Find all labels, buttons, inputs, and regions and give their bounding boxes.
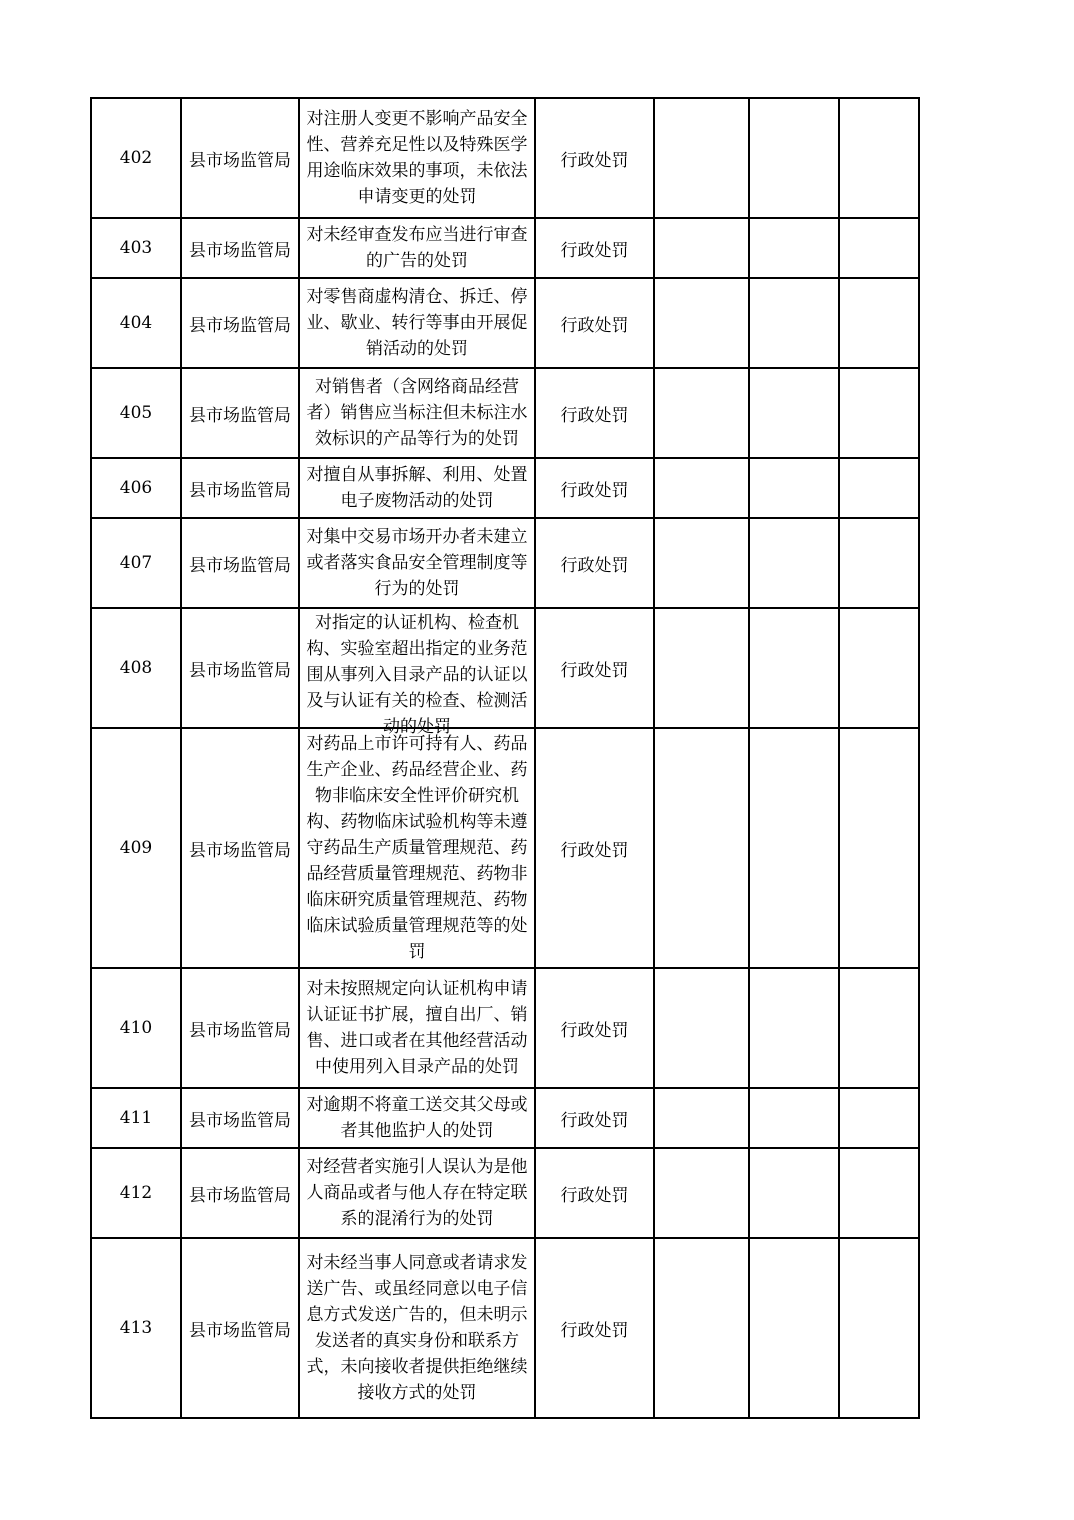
table-row bbox=[91, 458, 919, 518]
empty-cell bbox=[749, 1148, 839, 1238]
item-text: 对未按照规定向认证机构申请认证证书扩展，擅自出厂、销售、进口或者在其他经营活动中使用列入目录产品的处罚 bbox=[306, 979, 528, 1077]
table-row bbox=[91, 368, 919, 458]
department-cell: 县市场监管局 bbox=[181, 1238, 299, 1418]
item-type-cell: 行政处罚 bbox=[535, 218, 654, 278]
table-row bbox=[91, 1088, 919, 1148]
empty-cell bbox=[749, 98, 839, 218]
penalty-table bbox=[90, 97, 920, 1419]
department-cell: 县市场监管局 bbox=[181, 218, 299, 278]
empty-cell bbox=[654, 1148, 749, 1238]
empty-cell bbox=[749, 278, 839, 368]
empty-cell bbox=[839, 98, 919, 218]
row-number-cell: 405 bbox=[91, 368, 181, 458]
row-number-cell: 404 bbox=[91, 278, 181, 368]
item-name-cell bbox=[299, 608, 535, 737]
row-number-cell: 407 bbox=[91, 518, 181, 608]
empty-cell bbox=[839, 518, 919, 608]
item-text: 对零售商虚构清仓、拆迁、停业、歇业、转行等事由开展促销活动的处罚 bbox=[306, 287, 528, 359]
item-text: 对未经审查发布应当进行审查的广告的处罚 bbox=[306, 225, 528, 271]
department-cell: 县市场监管局 bbox=[181, 278, 299, 368]
item-text: 对销售者（含网络商品经营者）销售应当标注但未标注水效标识的产品等行为的处罚 bbox=[306, 377, 528, 449]
item-type-cell: 行政处罚 bbox=[535, 98, 654, 218]
item-type-cell: 行政处罚 bbox=[535, 608, 654, 728]
item-text: 对药品上市许可持有人、药品生产企业、药品经营企业、药物非临床安全性评价研究机构、药物临床试验机构等未遵守药品生产质量管理规范、药品经营质量管理规范、药物非临床研究质量管理规范、药物临床试验质量管理规范等的处罚 bbox=[306, 734, 528, 962]
item-text: 对注册人变更不影响产品安全性、营养充足性以及特殊医学用途临床效果的事项，未依法申请变更的处罚 bbox=[306, 109, 528, 207]
item-name-cell bbox=[299, 278, 535, 368]
table-row bbox=[91, 608, 919, 728]
empty-cell bbox=[749, 1238, 839, 1418]
item-type-cell: 行政处罚 bbox=[535, 1148, 654, 1238]
row-number-cell: 411 bbox=[91, 1088, 181, 1148]
row-number-cell: 410 bbox=[91, 968, 181, 1088]
empty-cell bbox=[654, 218, 749, 278]
table-row bbox=[91, 1238, 919, 1418]
table-row bbox=[91, 278, 919, 368]
empty-cell bbox=[749, 218, 839, 278]
empty-cell bbox=[654, 278, 749, 368]
department-cell: 县市场监管局 bbox=[181, 1088, 299, 1148]
department-cell: 县市场监管局 bbox=[181, 728, 299, 968]
row-number-cell: 403 bbox=[91, 218, 181, 278]
department-cell: 县市场监管局 bbox=[181, 368, 299, 458]
empty-cell bbox=[654, 1238, 749, 1418]
item-name-cell bbox=[299, 98, 535, 218]
item-text: 对指定的认证机构、检查机构、实验室超出指定的业务范围从事列入目录产品的认证以及与认证有关的检查、检测活动的处罚 bbox=[306, 613, 528, 737]
item-text: 对未经当事人同意或者请求发送广告、或虽经同意以电子信息方式发送广告的，但未明示发送者的真实身份和联系方式，未向接收者提供拒绝继续接收方式的处罚 bbox=[306, 1253, 528, 1403]
empty-cell bbox=[654, 608, 749, 728]
item-name-cell bbox=[299, 518, 535, 608]
empty-cell bbox=[749, 728, 839, 968]
item-type-cell: 行政处罚 bbox=[535, 1238, 654, 1418]
table-row bbox=[91, 518, 919, 608]
empty-cell bbox=[839, 278, 919, 368]
empty-cell bbox=[654, 518, 749, 608]
item-type-cell: 行政处罚 bbox=[535, 278, 654, 368]
row-number-cell: 412 bbox=[91, 1148, 181, 1238]
row-number-cell: 408 bbox=[91, 608, 181, 728]
table-row bbox=[91, 218, 919, 278]
empty-cell bbox=[654, 458, 749, 518]
item-name-cell bbox=[299, 1088, 535, 1148]
department-cell: 县市场监管局 bbox=[181, 518, 299, 608]
department-cell: 县市场监管局 bbox=[181, 98, 299, 218]
table-body bbox=[91, 98, 919, 1418]
empty-cell bbox=[654, 1088, 749, 1148]
empty-cell bbox=[749, 368, 839, 458]
empty-cell bbox=[654, 98, 749, 218]
item-type-cell: 行政处罚 bbox=[535, 518, 654, 608]
row-number-cell: 406 bbox=[91, 458, 181, 518]
item-type-cell: 行政处罚 bbox=[535, 368, 654, 458]
item-name-cell bbox=[299, 728, 535, 968]
table-row bbox=[91, 968, 919, 1088]
item-name-cell bbox=[299, 1238, 535, 1418]
empty-cell bbox=[839, 1148, 919, 1238]
item-type-cell: 行政处罚 bbox=[535, 1088, 654, 1148]
empty-cell bbox=[839, 608, 919, 728]
item-type-cell: 行政处罚 bbox=[535, 728, 654, 968]
row-number-cell: 409 bbox=[91, 728, 181, 968]
department-cell: 县市场监管局 bbox=[181, 968, 299, 1088]
empty-cell bbox=[839, 1238, 919, 1418]
empty-cell bbox=[749, 1088, 839, 1148]
item-type-cell: 行政处罚 bbox=[535, 968, 654, 1088]
item-text: 对集中交易市场开办者未建立或者落实食品安全管理制度等行为的处罚 bbox=[306, 527, 528, 599]
item-name-cell bbox=[299, 458, 535, 518]
empty-cell bbox=[749, 518, 839, 608]
empty-cell bbox=[749, 458, 839, 518]
empty-cell bbox=[839, 458, 919, 518]
empty-cell bbox=[654, 728, 749, 968]
empty-cell bbox=[839, 368, 919, 458]
empty-cell bbox=[654, 968, 749, 1088]
table-row bbox=[91, 1148, 919, 1238]
item-name-cell bbox=[299, 968, 535, 1088]
item-name-cell bbox=[299, 218, 535, 278]
item-name-cell bbox=[299, 1148, 535, 1238]
item-text: 对逾期不将童工送交其父母或者其他监护人的处罚 bbox=[306, 1095, 528, 1141]
row-number-cell: 402 bbox=[91, 98, 181, 218]
empty-cell bbox=[839, 1088, 919, 1148]
empty-cell bbox=[839, 968, 919, 1088]
empty-cell bbox=[749, 968, 839, 1088]
row-number-cell: 413 bbox=[91, 1238, 181, 1418]
item-type-cell: 行政处罚 bbox=[535, 458, 654, 518]
item-text: 对经营者实施引人误认为是他人商品或者与他人存在特定联系的混淆行为的处罚 bbox=[306, 1157, 528, 1229]
item-name-cell bbox=[299, 368, 535, 458]
item-text: 对擅自从事拆解、利用、处置电子废物活动的处罚 bbox=[306, 465, 528, 511]
department-cell: 县市场监管局 bbox=[181, 458, 299, 518]
table-row bbox=[91, 98, 919, 218]
department-cell: 县市场监管局 bbox=[181, 608, 299, 728]
table-row bbox=[91, 728, 919, 968]
empty-cell bbox=[749, 608, 839, 728]
department-cell: 县市场监管局 bbox=[181, 1148, 299, 1238]
empty-cell bbox=[839, 218, 919, 278]
empty-cell bbox=[839, 728, 919, 968]
empty-cell bbox=[654, 368, 749, 458]
